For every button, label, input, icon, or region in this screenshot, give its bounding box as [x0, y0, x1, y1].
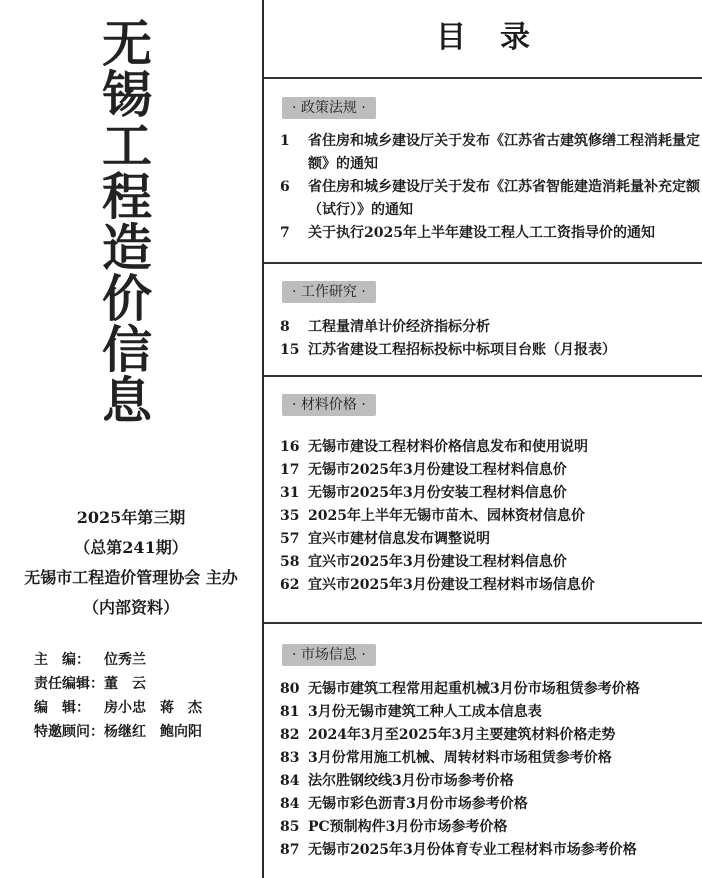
toc-entry[interactable]	[280, 701, 700, 724]
section-divider	[264, 375, 702, 377]
staff-row	[34, 720, 254, 744]
staff-names: 房小忠 蒋 杰	[104, 700, 202, 716]
toc-entry[interactable]	[280, 839, 700, 862]
entry-title: PC预制构件3月份市场参考价格	[308, 819, 508, 835]
toc-entry[interactable]	[280, 528, 700, 551]
toc-title: 目录	[436, 20, 564, 55]
toc-entry[interactable]	[280, 505, 700, 528]
toc-entry[interactable]	[280, 816, 700, 839]
title-char: 息	[102, 371, 152, 430]
staff-names: 位秀兰	[104, 652, 146, 668]
toc-entry[interactable]	[280, 793, 700, 816]
entry-page: 31	[280, 485, 300, 501]
entry-page: 84	[280, 796, 300, 812]
toc-entry[interactable]	[280, 482, 700, 505]
toc-entry[interactable]	[280, 678, 700, 701]
section-label-materials: · 材料价格 ·	[282, 394, 376, 416]
title-char: 工	[102, 116, 152, 175]
toc-entry[interactable]	[280, 551, 700, 574]
title-char: 程	[102, 167, 152, 226]
entry-page: 80	[280, 681, 300, 697]
title-char: 信	[102, 320, 152, 379]
internal-label: （内部资料）	[82, 598, 179, 617]
section-label-policy: · 政策法规 ·	[282, 97, 376, 119]
entry-page: 57	[280, 531, 300, 547]
entry-title: 2025年上半年无锡市苗木、园林资材信息价	[308, 508, 585, 524]
title-char: 造	[102, 218, 152, 277]
title-char: 无	[102, 14, 152, 73]
toc-entry[interactable]	[280, 130, 700, 176]
entry-page: 15	[280, 342, 300, 358]
entry-page: 6	[280, 179, 290, 195]
entry-title: 宜兴市2025年3月份建设工程材料市场信息价	[308, 577, 595, 593]
toc-entry[interactable]	[280, 574, 700, 597]
entry-title: 宜兴市2025年3月份建设工程材料信息价	[308, 554, 567, 570]
section-label-research: · 工作研究 ·	[282, 281, 376, 303]
section-entries-market	[280, 678, 700, 862]
toc-entry[interactable]	[280, 770, 700, 793]
staff-names: 杨继红 鲍向阳	[104, 724, 202, 740]
section-divider	[264, 262, 702, 264]
toc-entry[interactable]	[280, 316, 700, 339]
section-label-market: · 市场信息 ·	[282, 644, 376, 666]
sponsor: 无锡市工程造价管理协会 主办	[24, 568, 238, 587]
toc-entry[interactable]	[280, 339, 700, 362]
entry-title: 无锡市2025年3月份安装工程材料信息价	[308, 485, 567, 501]
entry-title: 2024年3月至2025年3月主要建筑材料价格走势	[308, 727, 616, 743]
publication-title	[92, 14, 162, 430]
entry-title: 宜兴市建材信息发布调整说明	[308, 531, 490, 547]
staff-row	[34, 672, 254, 696]
entry-title: 关于执行2025年上半年建设工程人工工资指导价的通知	[308, 225, 655, 241]
entry-title: 3月份无锡市建筑工种人工成本信息表	[308, 704, 542, 720]
entry-page: 58	[280, 554, 300, 570]
entry-title: 无锡市2025年3月份体育专业工程材料市场参考价格	[308, 842, 637, 858]
entry-title: 工程量清单计价经济指标分析	[308, 319, 490, 335]
masthead-panel	[0, 0, 262, 878]
issue-number: 2025年第三期	[76, 508, 186, 527]
staff-row	[34, 696, 254, 720]
staff-row	[34, 648, 254, 672]
section-divider	[264, 77, 702, 79]
entry-page: 62	[280, 577, 300, 593]
toc-entry[interactable]	[280, 459, 700, 482]
entry-page: 17	[280, 462, 300, 478]
entry-title: 无锡市彩色沥青3月份市场参考价格	[308, 796, 528, 812]
entry-title: 无锡市建设工程材料价格信息发布和使用说明	[308, 439, 588, 455]
toc-entry[interactable]	[280, 724, 700, 747]
entry-page: 85	[280, 819, 300, 835]
toc-entry[interactable]	[280, 436, 700, 459]
entry-page: 87	[280, 842, 300, 858]
section-divider	[264, 622, 702, 624]
section-entries-materials	[280, 436, 700, 597]
total-issue: （总第241期）	[74, 538, 188, 557]
entry-page: 1	[280, 133, 290, 149]
section-entries-research	[280, 316, 700, 362]
entry-page: 16	[280, 439, 300, 455]
entry-page: 82	[280, 727, 300, 743]
entry-page: 84	[280, 773, 300, 789]
staff-list	[34, 648, 254, 744]
entry-page: 81	[280, 704, 300, 720]
toc-entry[interactable]	[280, 222, 700, 245]
staff-role: 编 辑：	[34, 700, 90, 716]
entry-page: 7	[280, 225, 290, 241]
entry-page: 8	[280, 319, 290, 335]
table-of-contents	[264, 0, 702, 878]
entry-title: 省住房和城乡建设厅关于发布《江苏省古建筑修缮工程消耗量定额》的通知	[308, 133, 700, 172]
entry-page: 83	[280, 750, 300, 766]
entry-page: 35	[280, 508, 300, 524]
entry-title: 无锡市建筑工程常用起重机械3月份市场租赁参考价格	[308, 681, 640, 697]
entry-title: 江苏省建设工程招标投标中标项目台账（月报表）	[308, 342, 616, 358]
entry-title: 无锡市2025年3月份建设工程材料信息价	[308, 462, 567, 478]
section-entries-policy	[280, 130, 700, 245]
staff-role: 特邀顾问：	[34, 724, 104, 740]
staff-role: 责任编辑：	[34, 676, 104, 692]
entry-title: 省住房和城乡建设厅关于发布《江苏省智能建造消耗量补充定额（试行）》的通知	[308, 179, 700, 218]
toc-entry[interactable]	[280, 747, 700, 770]
entry-title: 3月份常用施工机械、周转材料市场租赁参考价格	[308, 750, 612, 766]
title-char: 价	[102, 269, 152, 328]
staff-role: 主 编：	[34, 652, 90, 668]
title-char: 锡	[102, 65, 152, 124]
toc-entry[interactable]	[280, 176, 700, 222]
staff-names: 董 云	[104, 676, 146, 692]
issue-info	[0, 506, 262, 620]
entry-title: 法尔胜钢绞线3月份市场参考价格	[308, 773, 514, 789]
